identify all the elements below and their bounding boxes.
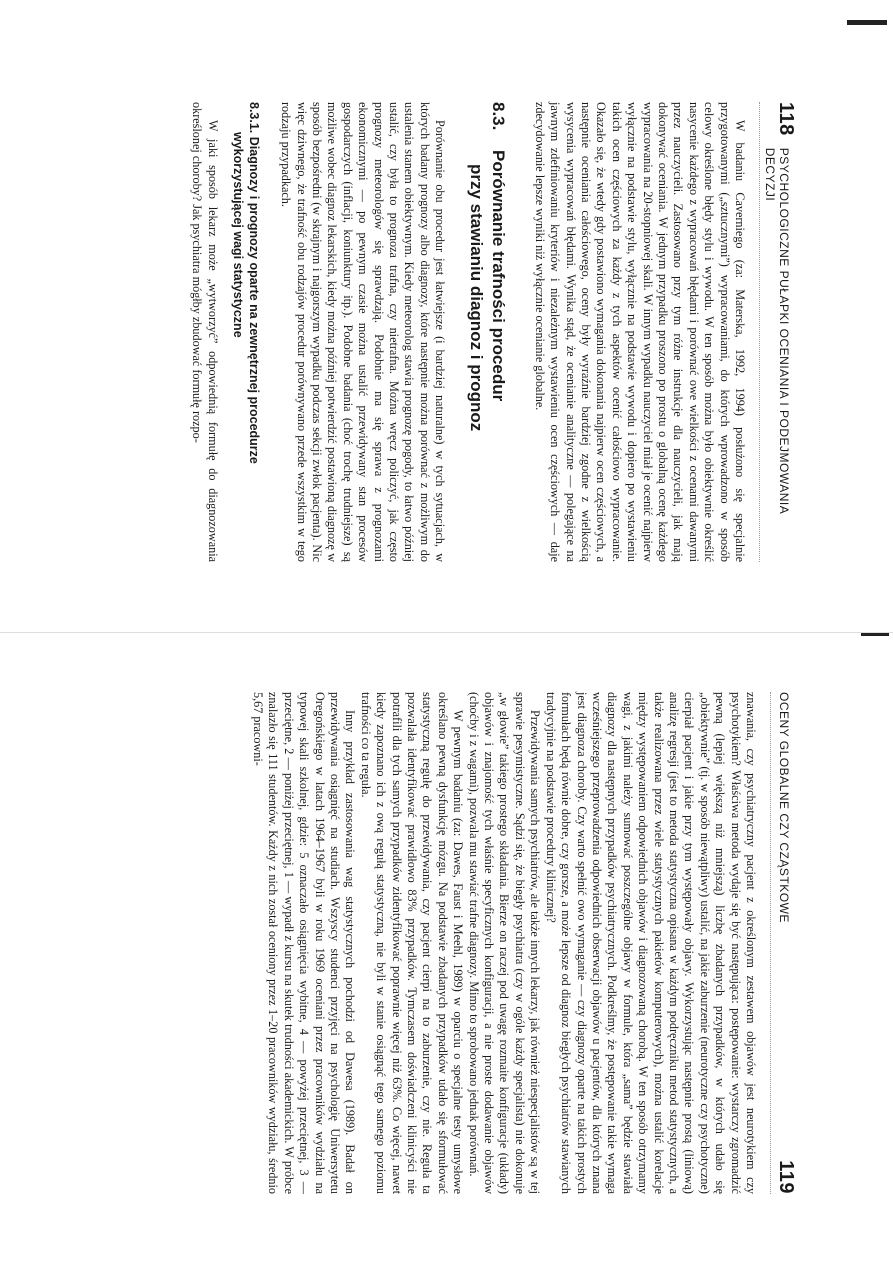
paragraph: Inny przykład zastosowania wag statystycznych pochodzi od Dawesa (1989). Badał on przewidywania osiągnięć na studiach. Wszyscy studenci przyjęci na psychologię Uniwersytetu Oregońskiego w latach 1964–1967 byli w roku 1969 oceniani przez pracowników wydziału na typowej skali szkolnej, gdzie: 5 oznaczało osiągnięcia wybitne, 4 — powyżej przeciętnej, 3 — przeciętne, 2 — poniżej przeciętnej, 1 — wypadł z kursu na skutek trudności akademickich. W próbce znalazło się 111 studentów. Każdy z nich został oceniony przez 1–20 pracowników wydziału, średnio 5,67 pracowni- (251, 692, 358, 1194)
subsection-heading (230, 102, 262, 562)
page-number: 118 (775, 102, 797, 136)
page-header-left (759, 102, 797, 562)
subsection-title-line-1: 8.3.1. Diagnozy i prognozy oparte na zewnętrznej procedurze (246, 102, 261, 464)
running-head: PSYCHOLOGICZNE PUŁAPKI OCENIANIA I PODEJMOWANIA DECYZJI (763, 147, 791, 514)
page-number: 119 (775, 1160, 797, 1194)
paragraph: Przewidywania samych psychiatrów, ale także innych lekarzy, jak również niespecjalistów są w tej sprawie pesymistyczne. Sądzi się, że biegły psychiatra (czy w ogóle każdy specjalista) nie dokonuje „w głowie” takiego prostego składania. Bierze on raczej pod uwagę rozmaite konfiguracje (układy) objawów i znajomość tych właśnie specyficznych konfiguracji, a nie proste dodawanie objawów (choćby i z wagami), pozwala mu stawiać trafne diagnozy. Mimo to sprobowano jednak porównań. (466, 692, 543, 1194)
page-header-right (770, 692, 797, 1194)
paragraph: Porównanie obu procedur jest łatwiejsze (i bardziej naturalne) w tych sytuacjach, w których badany prognozy albo diagnozy, które następnie można porównać z możliwym do ustalenia stanem obiektywnym. Kiedy meteorolog stawia prognozę pogody, to łatwo później ustalić, czy była to prognoza trafna, czy nietrafna. Można wręcz policzyć, jak często prognozy meteorologów się sprawdzają. Podobnie ma się sprawa z prognozami ekonomicznymi — po pewnym czasie można ustalić przewidywany stan procesów gospodarczych (inflacji, koniunktury itp.). Podobne badania (choć trochę trudniejsze) są możliwe wobec diagnoz lekarskich, kiedy można później potwierdzić postawioną diagnozę w sposób bezpośredni (w skrajnym i najgorszym wypadku podczas sekcji zwłok pacjenta). Nic więc dziwnego, że trafność obu rodzajów procedur porównywano przede wszystkim w tego rodzaju przypadkach. (279, 102, 448, 562)
section-title-line-1: Porównanie trafności procedur (489, 150, 509, 402)
page-119 (0, 632, 893, 1263)
running-head: OCENY GLOBALNE CZY CZĄSTKOWE (777, 692, 791, 923)
section-number: 8.3. (489, 102, 509, 131)
section-heading (465, 102, 509, 562)
subsection-title-line-2: wykorzystującej wagi statystyczne (230, 132, 245, 338)
paragraph: W pewnym badaniu (za: Dawes, Faust i Meehl, 1989) w oparciu o specjalne testy umysłowe określano pewną dysfunkcję mózgu. Na podstawie zbadanych przypadków udało się sformułować statystyczną regułę do przewidywania, czy pacjent cierpi na to zaburzenie, czy nie. Reguła ta pozwalała identyfikować prawidłowo 83% przypadków. Tymczasem doświadczeni klinicyści nie potrafili dla tych samych przypadków zidentyfikować poprawnie więcej niż 63%. Co więcej, nawet kiedy zapoznano ich z ową regułą statystyczną, nie byli w stanie osiągnąć tego samego poziomu trafności co ta reguła. (358, 692, 466, 1194)
paragraph: W jaki sposób lekarz może „wytworzyć” odpowiednią formułę do diagnozowania określonej choroby? Jak psychiatra mógłby zbudować formułę rozpo- (190, 102, 220, 562)
paragraph: znawania, czy psychiatryczny pacjent z określonym zestawem objawów jest neurotykiem czy psychotykiem? Właściwa metoda wydaje się być następująca: postępowanie: wystarczy zgromadzić pewną (lepiej większą niż mniejszą) liczbę zbadanych przypadków, w których udało się „obiektywnie” (tj. w sposób niewątpliwy) ustalić, na jakie zaburzenie (neurotyczne czy psychotyczne) cierpiał pacjent i jakie przy tym występowały objawy. Wykorzystując następnie prostą (liniową) analizę regresji (jest to metoda statystyczna opisana w każdym podręczniku metod statystycznych, a także realizowana przez wiele statystycznych pakietów komputerowych), można ustalić korelacje między występowaniem odpowiednich objawów i diagnozowaną chorobą. W ten sposób otrzymamy wagi, z jakimi należy sumować poszczególne objawy w formule, która „sama” będzie stawiała diagnozy dla następnych przypadków psychiatrycznych. Podkreślmy, że postępowanie takie wymaga wcześniejszego przeprowadzenia odpowiednich obserwacji objawów u pacjentów, dla których znana jest diagnoza choroby. Czy warto spełnić owo wymaganie — czy diagnozy oparte na takich prostych formułach będą równie dobre, czy gorsze, a może lepsze od diagnoz biegłych psychiatrów stawianych tradycyjnie na podstawie procedury klinicznej? (543, 692, 758, 1194)
section-title-line-2: przy stawianiu diagnoz i prognoz (467, 164, 487, 432)
paragraph: W badaniu Caverniego (za: Materska, 1992, 1994) posłużono się specjalnie przygotowanymi („sztucznymi”) wypracowaniami, do których wprowadzono w sposób celowy określone błędy stylu i wywodu. W ten sposób można było obiektywnie określić nasycenie każdego z wypracowań błędami i porównać owe wielkości z ocenami dawanymi przez nauczycieli. Zastosowano przy tym różne instrukcje dla nauczycieli, jak mają dokonywać oceniania. W jednym przypadku proszono po prostu o globalną ocenę każdego wypracowania na 20-stopniowej skali. W innym wypadku nauczyciel miał je ocenić najpierw wyłącznie na podstawie stylu, wyłącznie na podstawie wywodu i dopiero po wystawieniu takich ocen częściowych za każdy z tych aspektów ocenić całościowo wypracowanie. Okazało się, że wtedy gdy postawiono wymagania dokonania najpierw ocen częściowych, a następnie oceniania całościowego, oceny były wyraźnie bardziej zgodne z wielkością wysycenia wypracowań błędami. Wynika stąd, że ocenianie analityczne — polegające na jawnym zdefiniowaniu kryteriów i niezależnym wystawieniu ocen częściowych — daje zdecydowanie lepsze wyniki niż wyłącznie ocenianie globalne. (532, 102, 747, 562)
